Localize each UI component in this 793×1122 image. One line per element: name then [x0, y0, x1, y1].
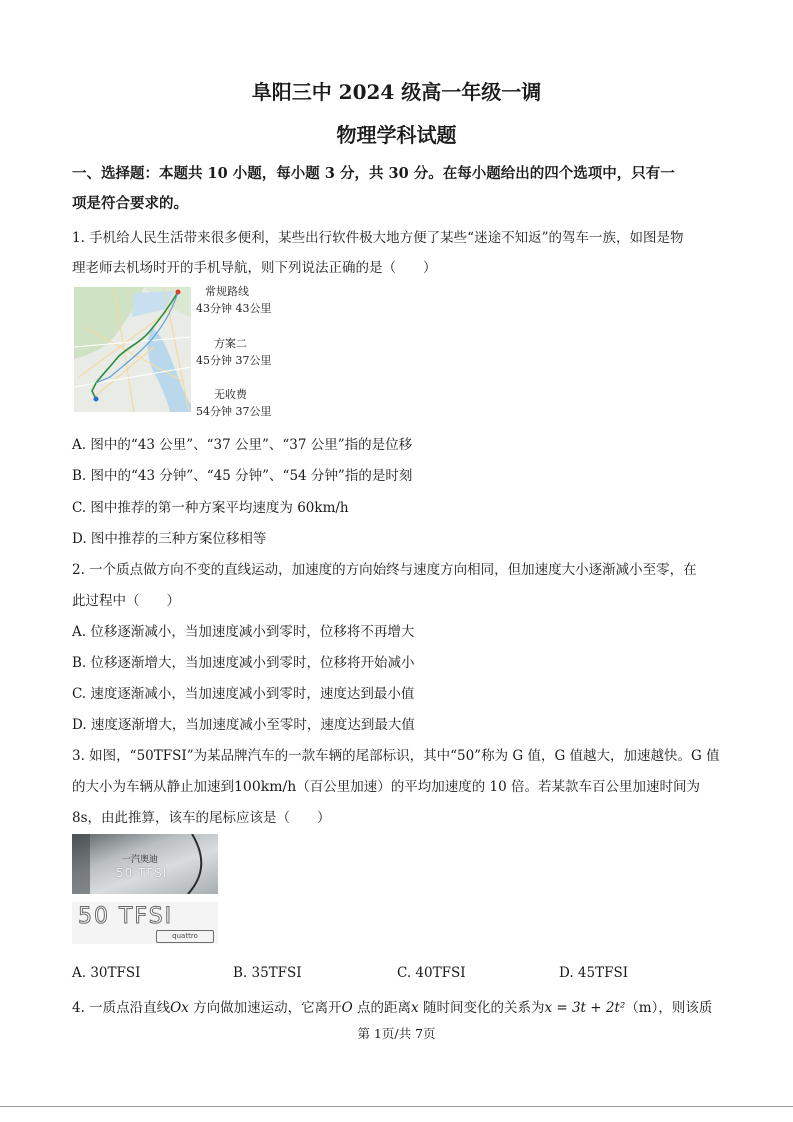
exam-subtitle: 物理学科试题 — [336, 123, 457, 147]
q2-option-a: A. 位移逐渐减小，当加速度减小到零时，位移将不再增大 — [72, 624, 415, 640]
q4-text-a: 4. 一质点沿直线 — [72, 1000, 171, 1016]
q3-stem-text-a: 的大小为车辆从静止加速到 — [72, 779, 234, 795]
route-info-2: 45分钟 37公里 — [196, 354, 272, 367]
q4-text-d: 随时间变化的关系为 — [418, 1000, 545, 1016]
tfsi-badge-image — [72, 902, 218, 944]
q4-equation: x = 3t + 2t² — [544, 1000, 626, 1016]
q3-option-b: B. 35TFSI — [233, 965, 302, 981]
exam-title: 阜阳三中 2024 级高一年级一调 — [251, 80, 542, 104]
q3-stem-cont2: 8s，由此推算，该车的尾标应该是（ ） — [72, 810, 331, 826]
car-rear-photo — [72, 834, 218, 894]
q4-distance-symbol: x — [411, 1000, 419, 1016]
q1-stem: 1. 手机给人民生活带来很多便利，某些出行软件极大地方便了某些“迷途不知返”的驾车一族，如图是物 — [72, 230, 684, 246]
route-name-2: 方案二 — [214, 337, 247, 350]
q3-option-c: C. 40TFSI — [397, 965, 466, 981]
q3-speed-formula: 100km/h — [234, 779, 297, 795]
q3-option-a: A. 30TFSI — [72, 965, 141, 981]
q4-text-e: （m），则该质 — [625, 1000, 713, 1016]
badge-big-text: 50 TFSI — [78, 904, 174, 929]
q4-text-c: 点的距离 — [352, 1000, 412, 1016]
q3-stem-cont — [72, 775, 700, 795]
q3-stem: 3. 如图，“50TFSI”为某品牌汽车的一款车辆的尾部标识，其中“50”称为 G 值，G 值越大，加速越快。G 值 — [72, 748, 720, 764]
q2-stem-cont: 此过程中（ ） — [72, 593, 180, 609]
route-info-3: 54分钟 37公里 — [196, 405, 272, 418]
q2-option-d: D. 速度逐渐增大，当加速度减小至零时，速度达到最大值 — [72, 717, 415, 733]
q1-option-b: B. 图中的“43 分钟”、“45 分钟”、“54 分钟”指的是时刻 — [72, 468, 413, 484]
q4-axis-symbol: Ox — [170, 1000, 189, 1016]
section-header-cont: 项是符合要求的。 — [72, 195, 188, 212]
q1-option-a: A. 图中的“43 公里”、“37 公里”、“37 公里”指的是位移 — [72, 437, 413, 453]
section-header: 一、选择题：本题共 10 小题，每小题 3 分，共 30 分。在每小题给出的四个选项中，只有一 — [72, 165, 675, 182]
bottom-divider — [0, 1106, 793, 1107]
badge-sub-text: quattro — [156, 930, 214, 943]
badge-mid-text: 50 TFSI — [116, 866, 168, 880]
route-info-1: 43分钟 43公里 — [196, 302, 272, 315]
q3-option-d: D. 45TFSI — [559, 965, 629, 981]
q4-text-b: 方向做加速运动，它离开 — [188, 1000, 342, 1016]
route-name-3: 无收费 — [214, 388, 247, 401]
route-name-1: 常规路线 — [205, 285, 249, 298]
q1-option-c: C. 图中推荐的第一种方案平均速度为 60km/h — [72, 500, 349, 516]
q4-origin-symbol: O — [341, 1000, 353, 1016]
page-footer: 第 1页/共 7页 — [357, 1026, 436, 1041]
q4-stem — [72, 996, 712, 1016]
navigation-map-image — [74, 287, 191, 412]
q2-option-b: B. 位移逐渐增大，当加速度减小到零时，位移将开始减小 — [72, 655, 415, 671]
q2-option-c: C. 速度逐渐减小，当加速度减小到零时，速度达到最小值 — [72, 686, 415, 702]
map-drawing — [74, 287, 191, 412]
badge-small-text: 一汽奥迪 — [122, 855, 159, 865]
q1-option-d: D. 图中推荐的三种方案位移相等 — [72, 531, 267, 547]
q3-stem-text-b: （百公里加速）的平均加速度的 10 倍。若某款车百公里加速时间为 — [296, 779, 700, 795]
q2-stem: 2. 一个质点做方向不变的直线运动，加速度的方向始终与速度方向相同，但加速度大小逐渐减小至零，在 — [72, 562, 697, 578]
q1-stem-cont: 理老师去机场时开的手机导航，则下列说法正确的是（ ） — [72, 260, 437, 276]
